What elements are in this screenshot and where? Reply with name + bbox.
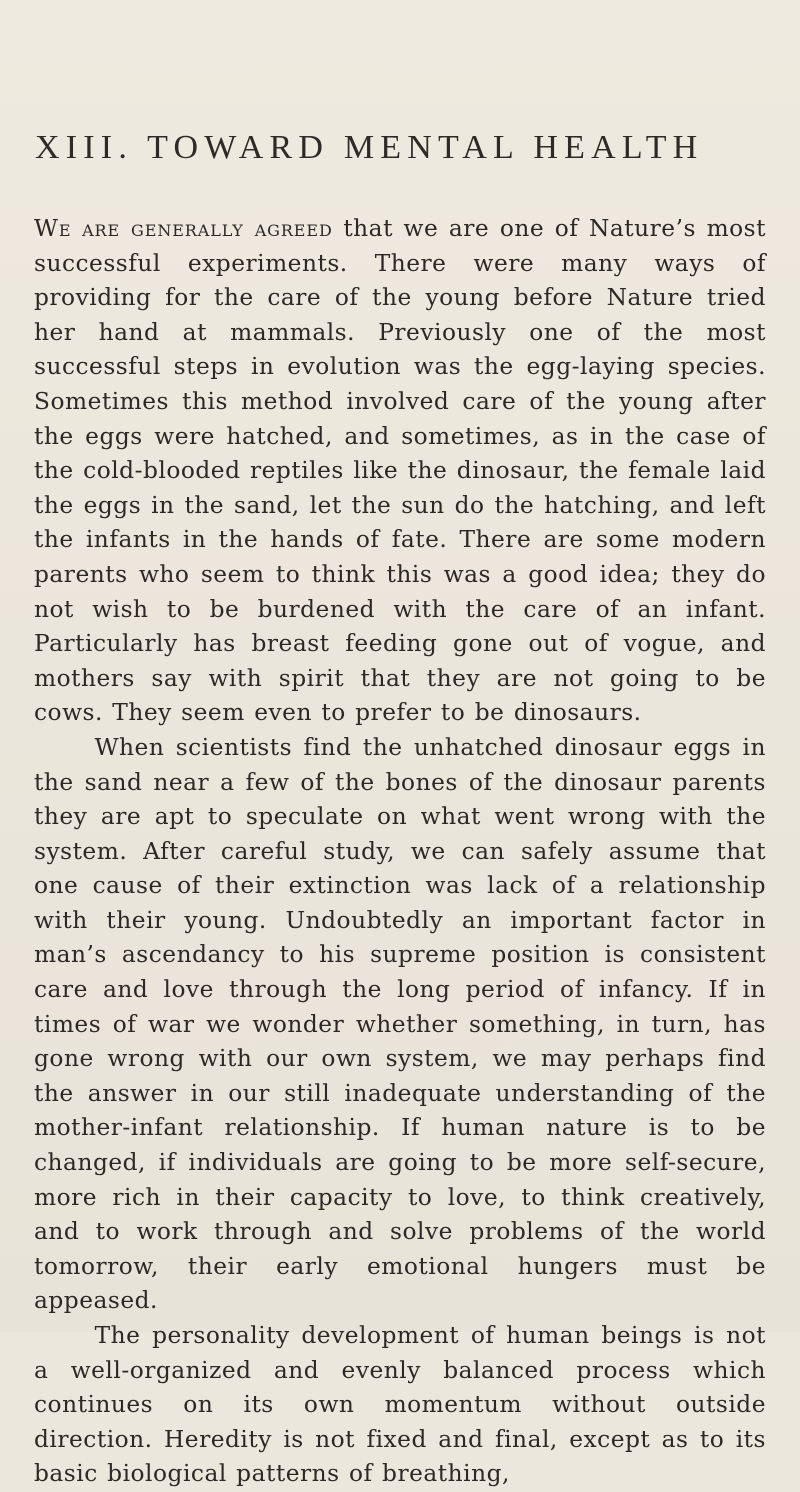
chapter-title: XIII. TOWARD MENTAL HEALTH <box>35 129 704 166</box>
chapter-body <box>34 212 766 1492</box>
paragraph-1-text: that we are one of Nature’s most successful experiments. There were many ways of providing for the care of the young before Nature tried her hand at mammals. Previously one of the most successful steps in evolution was the egg-laying species. Sometimes this method involved care of the young after the eggs were hatched, and sometimes, as in the case of the cold-blooded reptiles like the dinosaur, the female laid the eggs in the sand, let the sun do the hatching, and left the infants in the hands of fate. There are some modern parents who seem to think this was a good idea; they do not wish to be burdened with the care of an infant. Particularly has breast feeding gone out of vogue, and mothers say with spirit that they are not going to be cows. They seem even to prefer to be dinosaurs. <box>34 215 767 727</box>
paragraph-1-first-word: We <box>34 215 72 242</box>
paragraph-2: When scientists find the unhatched dinosaur eggs in the sand near a few of the bones of the dinosaur parents they are apt to speculate on what went wrong with the system. After careful study, we can safely assume that one cause of their extinction was lack of a relationship with their young. Undoubtedly an important factor in man’s ascendancy to his supreme position is consistent care and love through the long period of infancy. If in times of war we wonder whether something, in turn, has gone wrong with our own system, we may perhaps find the answer in our still inadequate understanding of the mother-infant relationship. If human nature is to be changed, if individuals are going to be more self-secure, more rich in their capacity to love, to think creatively, and to work through and solve problems of the world tomorrow, their early emotional hungers must be appeased. <box>34 733 766 1315</box>
paragraph-1 <box>34 212 766 731</box>
paragraph-3: The personality development of human beings is not a well-organized and evenly balanced process which continues on its own momentum without outside direction. Heredity is not fixed and final, except as to its basic biological patterns of breathing, <box>34 1322 766 1488</box>
paragraph-1-lead-in: are generally agreed <box>82 215 333 242</box>
